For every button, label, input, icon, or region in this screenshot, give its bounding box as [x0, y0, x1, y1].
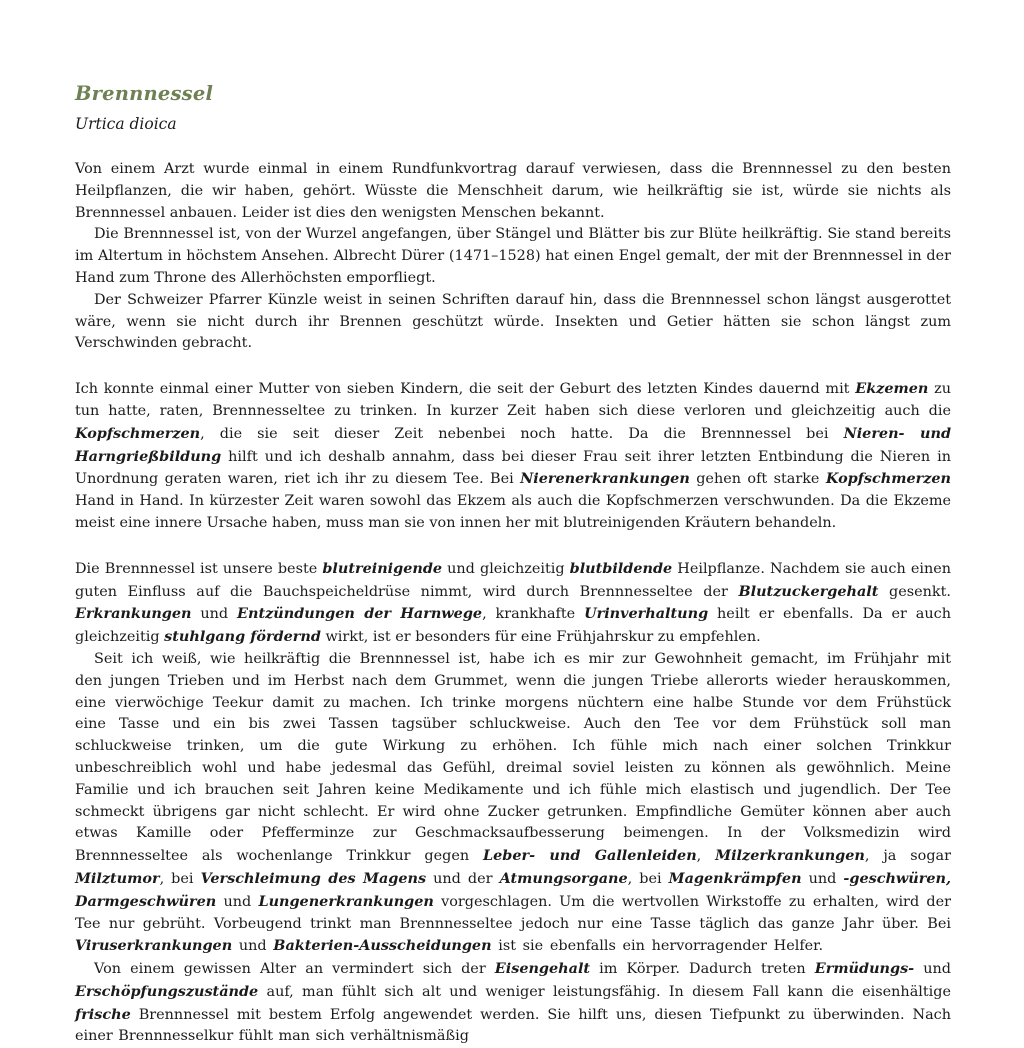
emphasis-term: stuhlgang fördernd — [164, 628, 321, 646]
text-section-ekzeme — [75, 378, 951, 535]
emphasis-term: Bakterien-Ausscheidungen — [273, 937, 492, 955]
emphasis-term: Magenkrämpfen — [668, 869, 802, 887]
emphasis-term: Blutzuckergehalt — [738, 582, 879, 600]
document-content — [75, 82, 951, 1048]
emphasis-term: Ekzemen — [855, 380, 929, 398]
emphasis-term: Lungenerkrankungen — [258, 892, 434, 910]
emphasis-term: Leber- und Gallenleiden — [483, 847, 697, 865]
emphasis-term: frische — [75, 1005, 131, 1023]
emphasis-term: blutbildende — [569, 559, 673, 577]
paragraph: Die Brennnessel ist, von der Wurzel angefangen, über Stängel und Blätter bis zur Blüte heilkräftig. Sie stand bereits im Altertum in höchstem Ansehen. Albrecht Dürer (1471–1528) hat einen Engel gemalt, der mit der Brennnessel in der Hand zum Throne des Allerhöchsten emporfliegt. — [75, 226, 951, 286]
emphasis-term: Atmungsorgane — [499, 869, 628, 887]
paragraph: Seit ich weiß, wie heilkräftig die Brennnessel ist, habe ich es mir zur Gewohnheit gemacht, im Frühjahr mit den jungen Trieben und im Herbst nach dem Grummet, wenn die jungen Triebe allerorts wieder herauskommen, eine vierwöchige Teekur damit zu machen. Ich trinke morgens nüchtern eine halbe Stunde vor dem Frühstück eine Tasse und ein bis zwei Tassen tagsüber schluckweise. Auch den Tee vor dem Frühstück soll man schluckweise trinken, um die gute Wirkung zu erhöhen. Ich fühle mich nach einer solchen Trinkkur unbeschreiblich wohl und habe jedesmal das Gefühl, dreimal soviel leisten zu können als gewöhnlich. Meine Familie und ich brauchen seit Jahren keine Medikamente und ich fühle mich elastisch und jugendlich. Der Tee schmeckt übrigens gar nicht schlecht. Er wird ohne Zucker getrunken. Empfindliche Gemüter können aber auch etwas Kamille oder Pfefferminze zur Geschmacksaufbesserung beimengen. In der Volksmedizin wird Brennnesseltee als wochenlange Trinkkur gegen Leber- und Gallenleiden, Milzerkrankungen, ja sogar Milztumor, bei Verschleimung des Magens und der Atmungsorgane, bei Magenkrämpfen und -geschwüren, Darmgeschwüren und Lungenerkrankungen vorgeschlagen. Um die wertvollen Wirkstoffe zu erhalten, wird der Tee nur gebrüht. Vorbeugend trinkt man Brennnesseltee jedoch nur eine Tasse täglich das ganze Jahr über. Bei Viruserkrankungen und Bakterien-Ausscheidungen ist sie ebenfalls ein hervorragender Helfer. — [75, 650, 951, 955]
document-body — [75, 159, 951, 1048]
paragraph: Die Brennnessel ist unsere beste blutreinigende und gleichzeitig blutbildende Heilpflanze. Nachdem sie auch einen guten Einfluss auf die Bauchspeicheldrüse nimmt, wird durch Brennnesseltee der Blutzuckergehalt gesenkt. Erkrankungen und Entzündungen der Harnwege, krankhafte Urinverhaltung heilt er ebenfalls. Da er auch gleichzeitig stuhlgang fördernd wirkt, ist er besonders für eine Frühjahrskur zu empfehlen. — [75, 559, 952, 646]
emphasis-term: blutreinigende — [322, 559, 443, 577]
paragraph: Ich konnte einmal einer Mutter von sieben Kindern, die seit der Geburt des letzten Kindes dauernd mit Ekzemen zu tun hatte, raten, Brennnesseltee zu trinken. In kurzer Zeit haben sich diese verloren und gleichzeitig auch die Kopfschmerzen, die sie seit dieser Zeit nebenbei noch hatte. Da die Brennnessel bei Nieren- und Harngrießbildung hilft und ich deshalb annahm, dass bei dieser Frau seit ihrer letzten Entbindung die Nieren in Unordnung geraten waren, riet ich ihr zu diesem Tee. Bei Nierenerkrankungen gehen oft starke Kopfschmerzen Hand in Hand. In kürzester Zeit waren sowohl das Ekzem als auch die Kopfschmerzen verschwunden. Da die Ekzeme meist eine innere Ursache haben, muss man sie von innen her mit blutreinigenden Kräutern behandeln. — [75, 380, 952, 531]
emphasis-term: Eisengehalt — [494, 960, 591, 978]
emphasis-term: -geschwüren, Darmgeschwüren — [75, 869, 951, 910]
text-section-blutreinigend — [75, 558, 951, 1048]
paragraph: Von einem Arzt wurde einmal in einem Rundfunkvortrag darauf verwiesen, dass die Brennnessel zu den besten Heilpflanzen, die wir haben, gehört. Wüsste die Menschheit darum, wie heilkräftig sie ist, würde sie nichts als Brennnessel anbauen. Leider ist dies den wenigsten Menschen bekannt. — [75, 161, 951, 221]
paragraph: Von einem gewissen Alter an vermindert sich der Eisengehalt im Körper. Dadurch treten Ermüdungs- und Erschöpfungszustände auf, man fühlt sich alt und weniger leistungsfähig. In diesem Fall kann die eisenhältige frische Brennnessel mit bestem Erfolg angewendet werden. Sie hilft uns, diesen Tiefpunkt zu überwinden. Nach einer Brennnesselkur fühlt man sich verhältnismäßig — [75, 960, 951, 1045]
emphasis-term: Nierenerkrankungen — [520, 470, 690, 488]
paragraph: Der Schweizer Pfarrer Künzle weist in seinen Schriften darauf hin, dass die Brennnessel schon längst ausgerottet wäre, wenn sie nicht durch ihr Brennen geschützt würde. Insekten und Getier hätten sie schon längst zum Verschwinden gebracht. — [75, 291, 951, 352]
emphasis-term: Ermüdungs- — [814, 960, 915, 978]
text-section-intro — [75, 159, 951, 355]
emphasis-term: Kopfschmerzen — [825, 470, 951, 488]
emphasis-term: Nieren- und Harngrießbildung — [75, 424, 952, 465]
emphasis-term: Verschleimung des Magens — [200, 869, 427, 887]
emphasis-term: Entzündungen der Harnwege — [237, 605, 483, 623]
emphasis-term: Viruserkrankungen — [75, 937, 233, 955]
emphasis-term: Milzerkrankungen — [715, 847, 865, 865]
emphasis-term: Erschöpfungszustände — [75, 982, 259, 1000]
emphasis-term: Kopfschmerzen — [75, 424, 201, 442]
emphasis-term: Urinverhaltung — [584, 605, 709, 623]
emphasis-term: Erkrankungen — [75, 605, 192, 623]
emphasis-term: Milztumor — [75, 869, 160, 887]
page-title: Brennnessel — [75, 82, 214, 105]
plant-latin-name: Urtica dioica — [75, 115, 177, 133]
